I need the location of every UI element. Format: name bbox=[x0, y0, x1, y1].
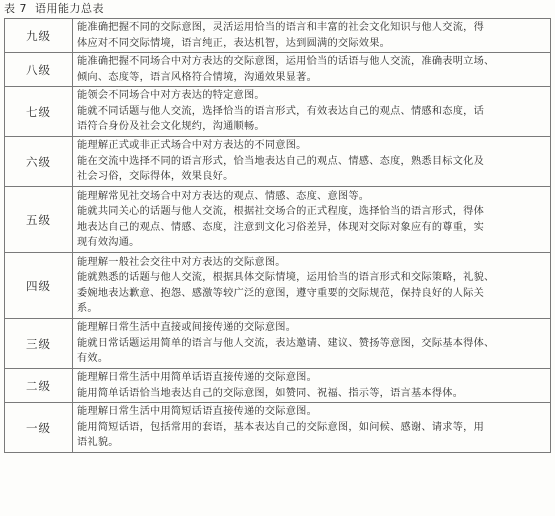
description-line: 语礼貌。 bbox=[77, 437, 119, 449]
table-row bbox=[5, 187, 551, 253]
description-line: 系。 bbox=[77, 302, 98, 314]
table-row bbox=[5, 369, 551, 403]
level-description bbox=[73, 403, 551, 453]
description-line: 能用简单话语恰当地表达自己的交际意图，如赞同、祝福、指示等，语言基本得体。 bbox=[77, 387, 464, 399]
description-line: 能理解一般社会交往中对方表达的交际意图。 bbox=[77, 256, 286, 268]
description-line: 能用简短话语，包括常用的套语，基本表达自己的交际意图，如问候、感谢、请求等，用 bbox=[77, 421, 485, 433]
level-label: 三级 bbox=[5, 319, 73, 369]
description-line: 能理解日常生活中用简单话语直接传递的交际意图。 bbox=[77, 372, 318, 384]
description-line: 语符合身份及社会文化规约，沟通顺畅。 bbox=[77, 121, 265, 133]
table-body bbox=[5, 19, 551, 453]
description-line: 能就日常话题运用简单的语言与他人交流，表达邀请、建议、赞扬等意图，交际基本得体、 bbox=[77, 337, 495, 349]
description-line: 能准确把握不同场合中对方表达的交际意图，运用恰当的话语与他人交流，准确表明立场、 bbox=[77, 56, 495, 68]
level-label: 一级 bbox=[5, 403, 73, 453]
description-line: 能准确把握不同的交际意图，灵活运用恰当的语言和丰富的社会文化知识与他人交流，得 bbox=[77, 22, 485, 34]
description-line: 能理解日常生活中直接或间接传递的交际意图。 bbox=[77, 322, 297, 334]
table-row bbox=[5, 403, 551, 453]
level-description bbox=[73, 137, 551, 187]
description-line: 有效。 bbox=[77, 353, 109, 365]
table-row bbox=[5, 87, 551, 137]
level-description bbox=[73, 319, 551, 369]
table-row bbox=[5, 137, 551, 187]
description-line: 现有效沟通。 bbox=[77, 236, 140, 248]
level-description bbox=[73, 253, 551, 319]
level-description bbox=[73, 19, 551, 53]
table-row bbox=[5, 319, 551, 369]
description-line: 体应对不同交际情境，语言纯正，表达机智，达到圆满的交际效果。 bbox=[77, 37, 391, 49]
description-line: 能就熟悉的话题与他人交流，根据具体交际情境，运用恰当的语言形式和交际策略，礼貌、 bbox=[77, 272, 495, 284]
level-label: 八级 bbox=[5, 53, 73, 87]
description-line: 地表达自己的观点、情感、态度，注意到文化习俗差异，体现对交际对象应有的尊重，实 bbox=[77, 221, 485, 233]
level-label: 四级 bbox=[5, 253, 73, 319]
level-description bbox=[73, 87, 551, 137]
description-line: 倾向、态度等，语言风格符合情境，沟通效果显著。 bbox=[77, 71, 318, 83]
description-line: 能理解常见社交场合中对方表达的观点、情感、态度、意图等。 bbox=[77, 190, 370, 202]
description-line: 能领会不同场合中对方表达的特定意图。 bbox=[77, 90, 265, 102]
table-number: 表 7 bbox=[4, 2, 27, 15]
level-description bbox=[73, 53, 551, 87]
level-label: 五级 bbox=[5, 187, 73, 253]
level-label: 六级 bbox=[5, 137, 73, 187]
description-line: 能理解日常生活中用简短话语直接传递的交际意图。 bbox=[77, 406, 318, 418]
level-label: 七级 bbox=[5, 87, 73, 137]
level-label: 二级 bbox=[5, 369, 73, 403]
pragmatic-competence-table bbox=[4, 18, 551, 453]
table-row bbox=[5, 53, 551, 87]
level-description bbox=[73, 369, 551, 403]
description-line: 社会习俗，交际得体，效果良好。 bbox=[77, 171, 234, 183]
description-line: 能就共同关心的话题与他人交流，根据社交场合的正式程度，选择恰当的语言形式，得体 bbox=[77, 206, 485, 218]
table-row bbox=[5, 253, 551, 319]
level-label: 九级 bbox=[5, 19, 73, 53]
table-title: 语用能力总表 bbox=[35, 2, 104, 15]
table-row bbox=[5, 19, 551, 53]
table-caption bbox=[4, 2, 104, 16]
description-line: 能在交流中选择不同的语言形式，恰当地表达自己的观点、情感、态度，熟悉目标文化及 bbox=[77, 155, 485, 167]
description-line: 能理解正式或非正式场合中对方表达的不同意图。 bbox=[77, 140, 307, 152]
description-line: 委婉地表达歉意、抱怨、感激等较广泛的意图，遵守重要的交际规范，保持良好的人际关 bbox=[77, 287, 485, 299]
description-line: 能就不同话题与他人交流，选择恰当的语言形式，有效表达自己的观点、情感和态度，话 bbox=[77, 105, 485, 117]
level-description bbox=[73, 187, 551, 253]
